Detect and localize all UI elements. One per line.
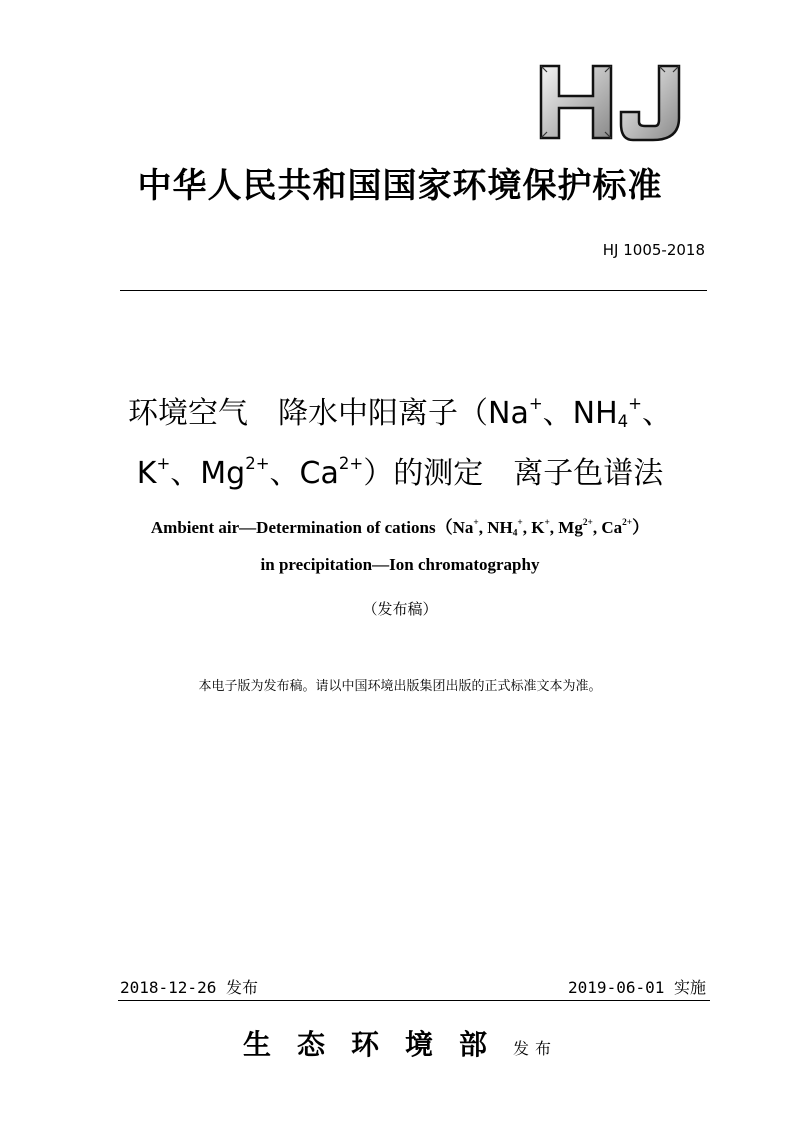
- title-en-line1: Ambient air—Determination of cations（Na+, $NH_4^+$, K+, $Mg^{2+}$, $Ca^{2+}$）: [150, 518, 650, 539]
- standard-title: 中华人民共和国国家环境保护标准: [137, 166, 663, 206]
- header-divider: [120, 290, 707, 291]
- effective-date: 2019-06-01 实施: [568, 978, 706, 997]
- title-en-line2: in precipitation—Ion chromatography: [260, 555, 540, 574]
- issuer: [0, 1023, 800, 1063]
- issuer-name: 生态环境部: [242, 1028, 513, 1061]
- edition-notice: 本电子版为发布稿。请以中国环境出版集团出版的正式标准文本为准。: [198, 679, 602, 694]
- standard-number: HJ 1005-2018: [602, 241, 705, 259]
- draft-label: （发布稿）: [362, 600, 438, 618]
- title-cn-line1: 环境空气 降水中阳离子（Na+、$NH_4^+$、: [128, 393, 672, 432]
- issuer-suffix: 发布: [513, 1039, 558, 1058]
- release-date: 2018-12-26 发布: [120, 978, 258, 997]
- hj-logo: [535, 60, 695, 144]
- footer-divider: [118, 1000, 710, 1001]
- title-cn-line2: K+、$Mg^{2+}$、$Ca^{2+}$）的测定 离子色谱法: [136, 453, 664, 491]
